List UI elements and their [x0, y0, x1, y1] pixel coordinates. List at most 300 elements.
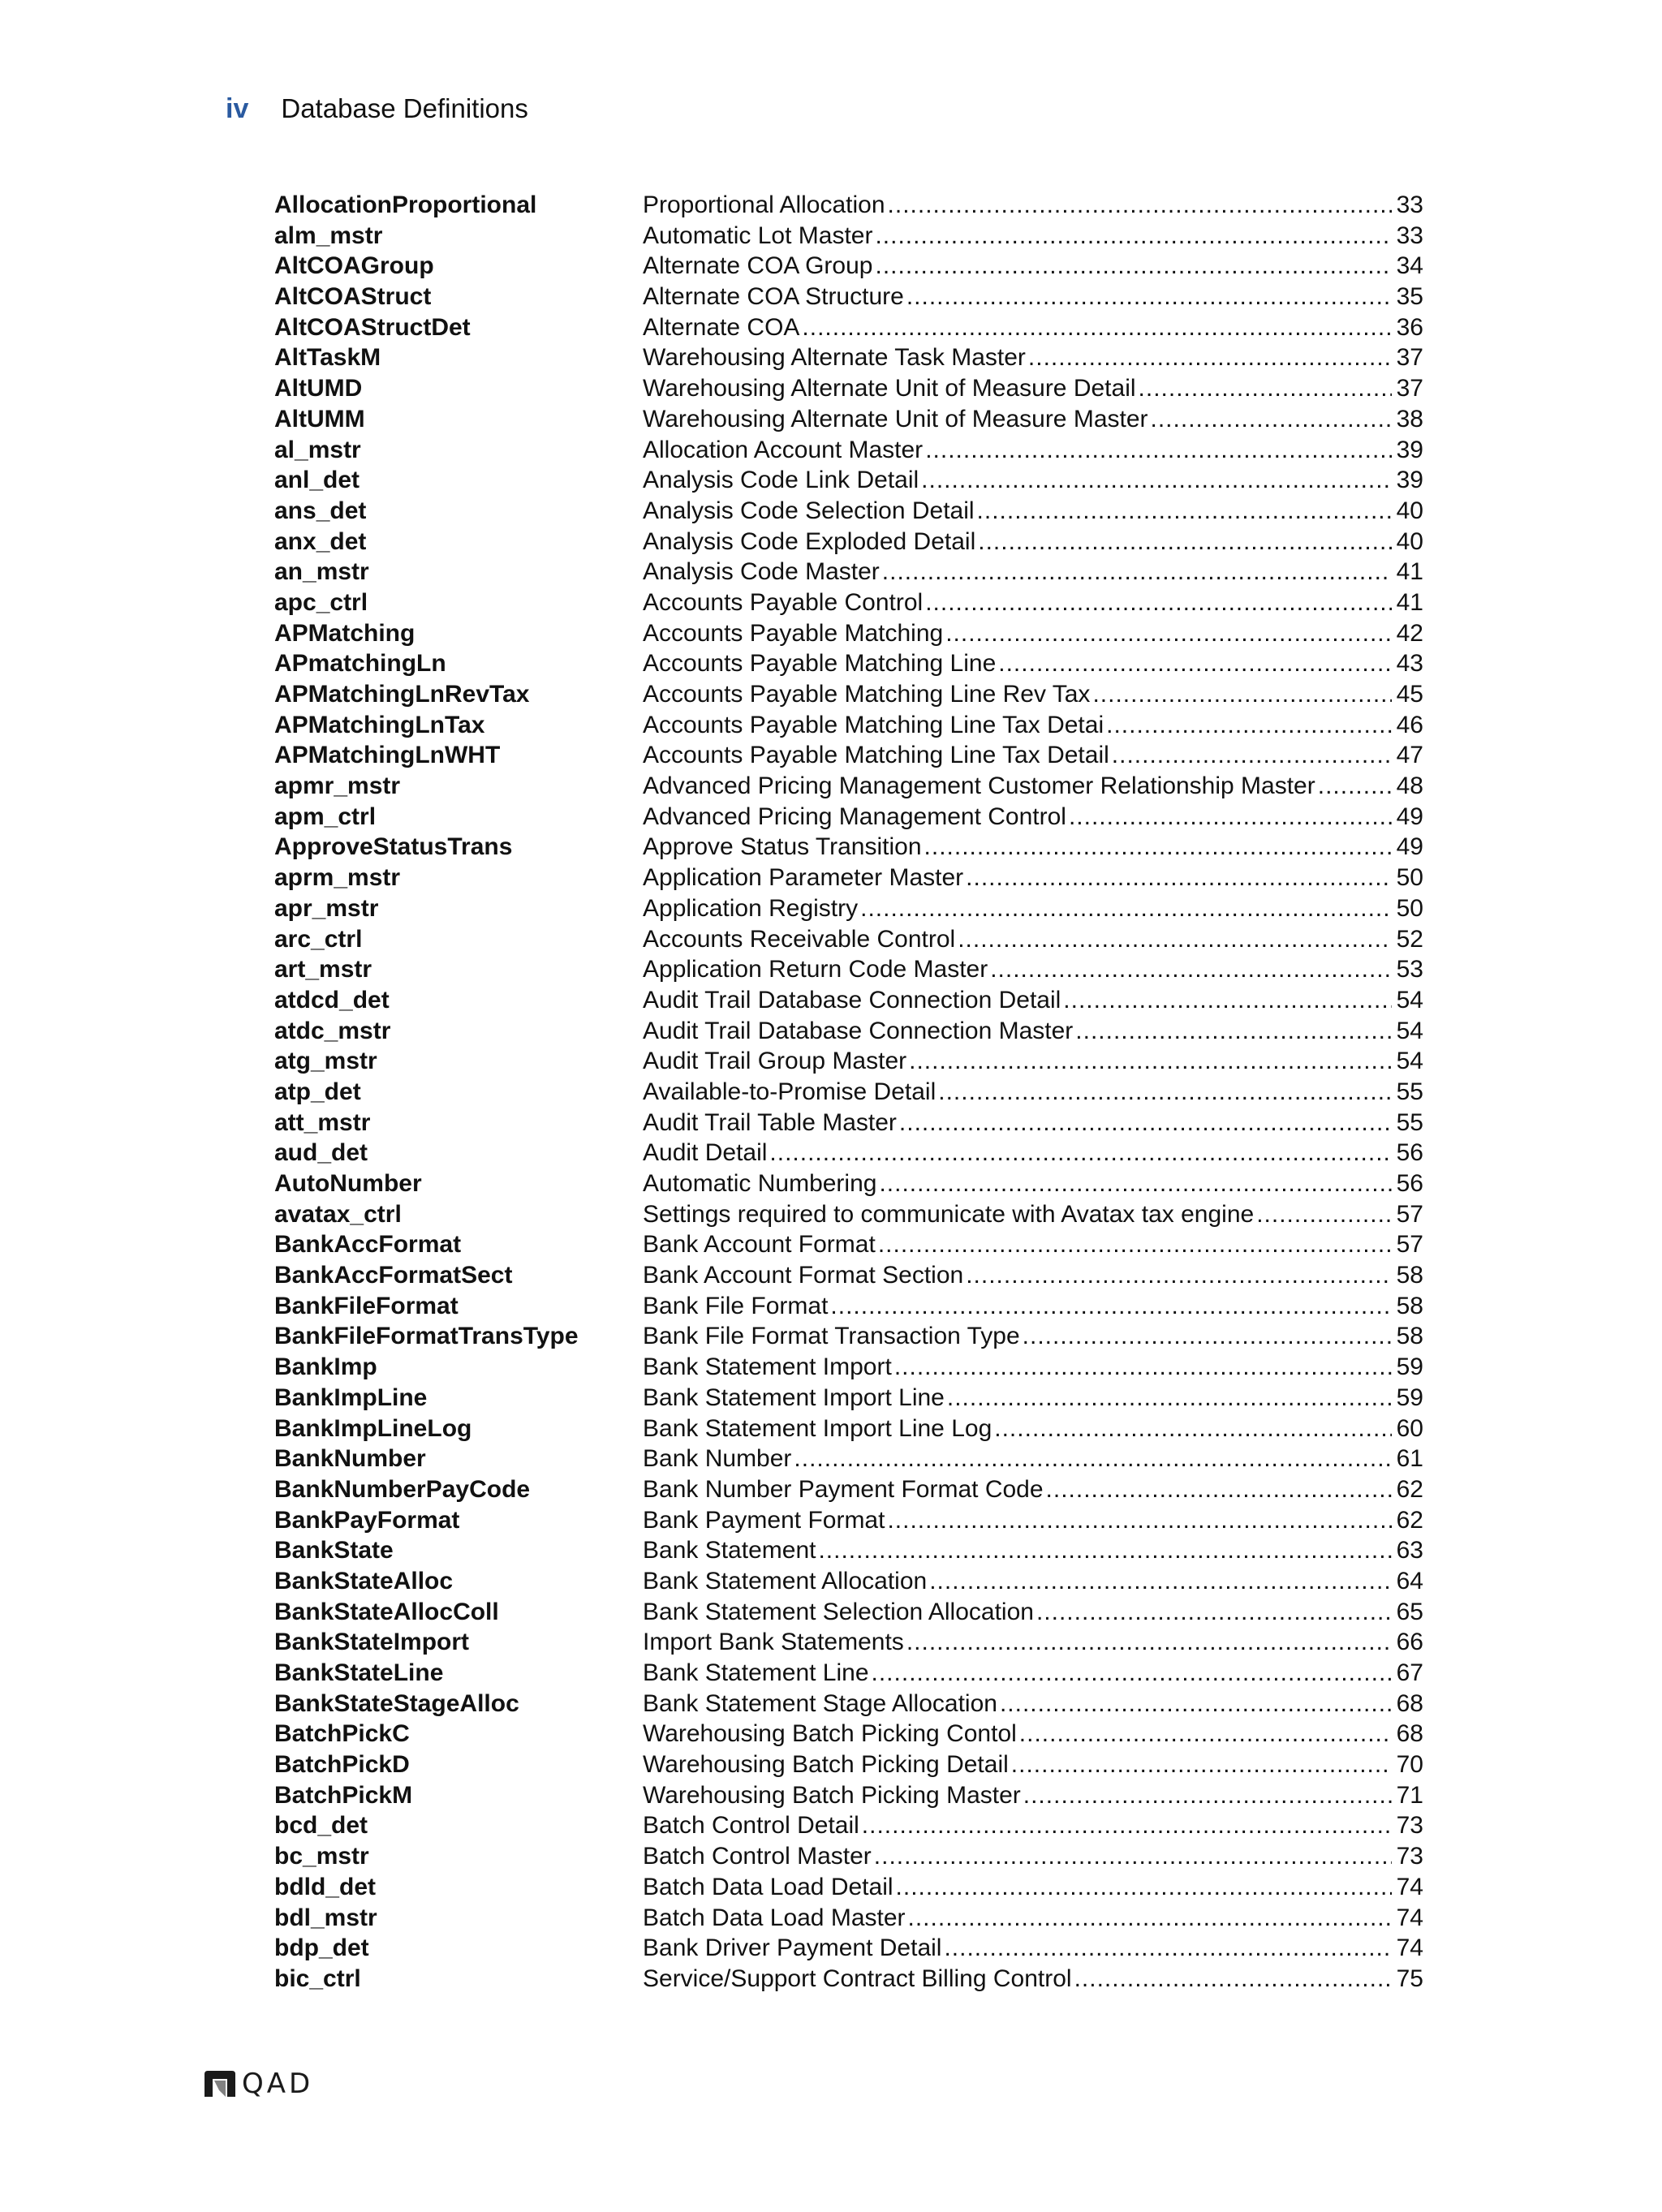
- toc-entry-description: Accounts Payable Matching Line Rev Tax: [643, 681, 1091, 708]
- toc-entry-page-number: 39: [1396, 467, 1423, 494]
- toc-entry-table-name: anx_det: [274, 527, 367, 555]
- toc-entry[interactable]: [274, 1016, 1423, 1047]
- toc-entry[interactable]: [274, 1077, 1423, 1108]
- toc-entry-description-line: [643, 679, 1423, 710]
- toc-entry-page-number: 60: [1396, 1414, 1423, 1442]
- toc-entry[interactable]: [274, 404, 1423, 435]
- toc-entry-description-line: [643, 1505, 1423, 1536]
- toc-entry[interactable]: [274, 1749, 1423, 1780]
- toc-dot-leader: [894, 1352, 1392, 1383]
- toc-entry[interactable]: [274, 1566, 1423, 1597]
- toc-entry-description-line: [643, 1933, 1423, 1964]
- toc-entry-description-line: [643, 893, 1423, 924]
- toc-entry-description-line: [643, 1566, 1423, 1597]
- toc-entry-table-name: BankStateImport: [274, 1629, 470, 1656]
- toc-entry-description: Accounts Payable Matching Line Tax Detai: [643, 711, 1104, 738]
- toc-dot-leader: [887, 1505, 1392, 1536]
- toc-entry-page-number: 59: [1396, 1384, 1423, 1411]
- toc-dot-leader: [818, 1535, 1392, 1566]
- toc-entry-table-name: BankStateLine: [274, 1659, 444, 1686]
- toc-entry[interactable]: [274, 1383, 1423, 1414]
- toc-entry-description: Advanced Pricing Management Customer Relationship Master: [643, 772, 1315, 800]
- toc-entry[interactable]: [274, 863, 1423, 893]
- toc-entry-description: Audit Trail Database Connection Master: [643, 1017, 1074, 1044]
- toc-entry[interactable]: [274, 1505, 1423, 1536]
- toc-entry-page-number: 68: [1396, 1689, 1423, 1717]
- toc-entry-table-name: anl_det: [274, 467, 360, 494]
- toc-entry-description: Warehousing Batch Picking Contol: [643, 1720, 1017, 1748]
- toc-entry-table-name: BatchPickM: [274, 1781, 413, 1809]
- toc-entry-table-name: arc_ctrl: [274, 925, 363, 953]
- toc-entry[interactable]: [274, 1414, 1423, 1444]
- toc-entry-table-name: AltUMD: [274, 375, 363, 402]
- toc-entry-table-name: BankState: [274, 1537, 394, 1564]
- toc-entry[interactable]: [274, 1872, 1423, 1903]
- toc-entry-description: Settings required to communicate with Avatax tax engine: [643, 1200, 1255, 1228]
- toc-entry-page-number: 68: [1396, 1720, 1423, 1748]
- toc-entry-table-name: atdc_mstr: [274, 1017, 391, 1044]
- toc-entry-table-name: att_mstr: [274, 1108, 371, 1136]
- toc-entry-page-number: 59: [1396, 1353, 1423, 1381]
- toc-entry-table-name: apmr_mstr: [274, 772, 401, 800]
- toc-entry-page-number: 58: [1396, 1323, 1423, 1350]
- toc-dot-leader: [929, 1566, 1392, 1597]
- toc-dot-leader: [874, 1841, 1392, 1872]
- toc-entry-description: Batch Data Load Detail: [643, 1873, 893, 1900]
- toc-entry[interactable]: [274, 496, 1423, 527]
- toc-entry-description-line: [643, 1199, 1423, 1230]
- toc-entry-table-name: AltTaskM: [274, 344, 381, 372]
- toc-dot-leader: [978, 527, 1392, 557]
- toc-entry-description: Audit Trail Table Master: [643, 1108, 897, 1136]
- toc-entry[interactable]: [274, 587, 1423, 618]
- toc-entry-description: Analysis Code Link Detail: [643, 467, 919, 494]
- toc-entry[interactable]: [274, 1352, 1423, 1383]
- toc-entry-page-number: 73: [1396, 1812, 1423, 1840]
- toc-dot-leader: [1000, 1689, 1392, 1719]
- toc-entry[interactable]: [274, 435, 1423, 466]
- toc-entry-table-name: an_mstr: [274, 558, 369, 586]
- toc-entry[interactable]: [274, 342, 1423, 373]
- toc-entry-description-line: [643, 435, 1423, 466]
- toc-entry[interactable]: [274, 954, 1423, 985]
- toc-dot-leader: [1106, 710, 1392, 741]
- toc-entry-description-line: [643, 312, 1423, 343]
- toc-dot-leader: [947, 1383, 1392, 1414]
- toc-dot-leader: [1063, 985, 1392, 1016]
- toc-entry-page-number: 37: [1396, 375, 1423, 402]
- toc-entry[interactable]: [274, 832, 1423, 863]
- toc-dot-leader: [888, 190, 1392, 221]
- toc-entry-page-number: 61: [1396, 1445, 1423, 1473]
- toc-entry-table-name: apm_ctrl: [274, 803, 377, 830]
- toc-entry[interactable]: [274, 802, 1423, 833]
- toc-entry[interactable]: [274, 312, 1423, 343]
- toc-entry-description: Analysis Code Exploded Detail: [643, 527, 976, 555]
- toc-entry-page-number: 57: [1396, 1200, 1423, 1228]
- toc-entry-page-number: 53: [1396, 956, 1423, 983]
- toc-entry-description: Accounts Payable Matching: [643, 619, 944, 647]
- toc-entry-description-line: [643, 587, 1423, 618]
- toc-entry-table-name: AltUMM: [274, 405, 365, 433]
- toc-entry-table-name: AltCOAGroup: [274, 252, 434, 280]
- toc-entry[interactable]: [274, 1658, 1423, 1689]
- toc-entry-description: Warehousing Batch Picking Detail: [643, 1751, 1009, 1779]
- toc-entry[interactable]: [274, 251, 1423, 282]
- toc-entry[interactable]: [274, 924, 1423, 955]
- toc-entry-table-name: ans_det: [274, 497, 367, 524]
- toc-entry-page-number: 45: [1396, 681, 1423, 708]
- toc-entry-table-name: bcd_det: [274, 1812, 368, 1840]
- toc-dot-leader: [878, 1229, 1392, 1260]
- toc-entry-description: Analysis Code Selection Detail: [643, 497, 975, 524]
- toc-entry-table-name: APMatchingLnRevTax: [274, 681, 530, 708]
- toc-dot-leader: [944, 1933, 1392, 1964]
- toc-entry-page-number: 33: [1396, 222, 1423, 249]
- toc-entry-page-number: 56: [1396, 1170, 1423, 1197]
- qad-logo-icon: [203, 2069, 237, 2098]
- toc-entry-description-line: [643, 1260, 1423, 1291]
- toc-entry-table-name: alm_mstr: [274, 222, 383, 249]
- toc-entry-description-line: [643, 1108, 1423, 1138]
- toc-dot-leader: [921, 465, 1392, 496]
- toc-entry-description-line: [643, 221, 1423, 252]
- qad-logo-text: QAD: [242, 2068, 314, 2100]
- toc-entry-description-line: [643, 1597, 1423, 1628]
- toc-entry[interactable]: [274, 1810, 1423, 1841]
- toc-entry[interactable]: [274, 190, 1423, 221]
- toc-dot-leader: [879, 1168, 1392, 1199]
- toc-entry-page-number: 52: [1396, 925, 1423, 953]
- toc-entry-description-line: [643, 1168, 1423, 1199]
- toc-entry[interactable]: [274, 527, 1423, 557]
- toc-entry-description: Approve Status Transition: [643, 833, 922, 861]
- toc-entry-page-number: 39: [1396, 436, 1423, 463]
- toc-entry-description-line: [643, 1749, 1423, 1780]
- toc-entry-description-line: [643, 924, 1423, 955]
- toc-entry-description: Bank Statement Import: [643, 1353, 892, 1381]
- toc-entry-table-name: art_mstr: [274, 956, 372, 983]
- toc-entry-description-line: [643, 496, 1423, 527]
- toc-entry-description: Bank File Format Transaction Type: [643, 1323, 1020, 1350]
- toc-entry[interactable]: [274, 1229, 1423, 1260]
- toc-entry-description-line: [643, 1321, 1423, 1352]
- toc-entry-page-number: 65: [1396, 1598, 1423, 1625]
- toc-entry-description: Batch Control Master: [643, 1843, 872, 1870]
- toc-entry-table-name: AltCOAStructDet: [274, 313, 471, 341]
- toc-entry[interactable]: [274, 1260, 1423, 1291]
- toc-entry-description: Alternate COA Group: [643, 252, 873, 280]
- toc-entry-description-line: [643, 1138, 1423, 1168]
- toc-entry-description: Bank Statement Allocation: [643, 1567, 928, 1594]
- toc-entry-description: Warehousing Alternate Unit of Measure Master: [643, 405, 1148, 433]
- toc-dot-leader: [908, 1903, 1392, 1934]
- toc-entry-description: Bank Payment Format: [643, 1506, 885, 1534]
- toc-entry-description-line: [643, 1719, 1423, 1749]
- toc-entry-description: Bank Statement Import Line: [643, 1384, 945, 1411]
- toc-entry[interactable]: [274, 1199, 1423, 1230]
- toc-entry-page-number: 43: [1396, 650, 1423, 678]
- toc-entry-description: Audit Trail Database Connection Detail: [643, 986, 1061, 1013]
- toc-entry-description-line: [643, 1291, 1423, 1322]
- toc-entry-description: Accounts Payable Matching Line: [643, 650, 997, 678]
- toc-entry[interactable]: [274, 618, 1423, 649]
- toc-dot-leader: [1023, 1780, 1392, 1811]
- toc-entry-table-name: aud_det: [274, 1139, 368, 1167]
- toc-entry[interactable]: [274, 1627, 1423, 1658]
- toc-entry-description-line: [643, 1903, 1423, 1934]
- toc-entry-description: Proportional Allocation: [643, 192, 885, 218]
- toc-entry-table-name: APmatchingLn: [274, 650, 446, 678]
- toc-entry[interactable]: [274, 1138, 1423, 1168]
- toc-entry-description: Application Registry: [643, 894, 859, 922]
- toc-entry-description: Bank Account Format Section: [643, 1262, 964, 1289]
- toc-entry-table-name: apr_mstr: [274, 894, 379, 922]
- toc-entry[interactable]: [274, 1933, 1423, 1964]
- toc-entry-description-line: [643, 404, 1423, 435]
- toc-entry-description: Bank Statement Import Line Log: [643, 1414, 992, 1442]
- toc-entry[interactable]: [274, 1719, 1423, 1749]
- toc-entry-page-number: 66: [1396, 1629, 1423, 1656]
- toc-entry-page-number: 49: [1396, 833, 1423, 861]
- toc-entry[interactable]: [274, 1597, 1423, 1628]
- toc-entry-page-number: 70: [1396, 1751, 1423, 1779]
- section-title: Database Definitions: [281, 93, 528, 123]
- toc-entry[interactable]: [274, 1444, 1423, 1474]
- toc-dot-leader: [925, 435, 1392, 466]
- toc-entry[interactable]: [274, 771, 1423, 802]
- toc-entry-page-number: 62: [1396, 1506, 1423, 1534]
- toc-dot-leader: [1011, 1749, 1392, 1780]
- toc-entry-page-number: 34: [1396, 252, 1423, 280]
- toc-entry-description-line: [643, 863, 1423, 893]
- toc-entry-table-name: BankFileFormatTransType: [274, 1323, 579, 1350]
- toc-entry-page-number: 54: [1396, 986, 1423, 1013]
- toc-dot-leader: [909, 1046, 1392, 1077]
- toc-dot-leader: [830, 1291, 1392, 1322]
- toc-entry[interactable]: [274, 1321, 1423, 1352]
- toc-dot-leader: [1036, 1597, 1392, 1628]
- toc-entry-description: Application Parameter Master: [643, 864, 964, 892]
- toc-dot-leader: [906, 1627, 1392, 1658]
- toc-entry-description: Import Bank Statements: [643, 1629, 904, 1656]
- toc-entry-description: Bank Number: [643, 1445, 792, 1473]
- toc-entry-description-line: [643, 802, 1423, 833]
- toc-entry-page-number: 33: [1396, 192, 1423, 218]
- toc-dot-leader: [862, 1810, 1392, 1841]
- toc-entry-table-name: al_mstr: [274, 436, 361, 463]
- toc-entry[interactable]: [274, 1841, 1423, 1872]
- toc-dot-leader: [925, 587, 1392, 618]
- toc-entry-description: Warehousing Alternate Task Master: [643, 344, 1026, 372]
- toc-entry-description: Warehousing Alternate Unit of Measure Detail: [643, 375, 1136, 402]
- toc-entry[interactable]: [274, 465, 1423, 496]
- toc-entry-page-number: 57: [1396, 1231, 1423, 1259]
- toc-entry-description-line: [643, 1964, 1423, 1995]
- toc-entry-table-name: bdld_det: [274, 1873, 376, 1900]
- toc-entry-description-line: [643, 527, 1423, 557]
- toc-dot-leader: [872, 1658, 1392, 1689]
- toc-entry-description: Accounts Payable Control: [643, 588, 924, 616]
- toc-dot-leader: [769, 1138, 1392, 1168]
- toc-entry-table-name: atdcd_det: [274, 986, 390, 1013]
- toc-entry-description-line: [643, 1229, 1423, 1260]
- toc-entry-description-line: [643, 190, 1423, 221]
- toc-entry-description-line: [643, 954, 1423, 985]
- toc-entry-table-name: APMatching: [274, 619, 416, 647]
- toc-entry-description-line: [643, 618, 1423, 649]
- toc-entry-description: Allocation Account Master: [643, 436, 924, 463]
- toc-entry-page-number: 74: [1396, 1873, 1423, 1900]
- toc-entry-description-line: [643, 342, 1423, 373]
- toc-entry-page-number: 48: [1396, 772, 1423, 800]
- toc-entry-table-name: BankAccFormatSect: [274, 1262, 513, 1289]
- toc-entry-table-name: BankStateAllocColl: [274, 1598, 499, 1625]
- toc-entry-page-number: 46: [1396, 711, 1423, 738]
- toc-dot-leader: [875, 221, 1392, 252]
- toc-entry-description: Bank Number Payment Format Code: [643, 1475, 1044, 1503]
- toc-entry-description-line: [643, 1872, 1423, 1903]
- toc-entry-table-name: BankNumber: [274, 1445, 426, 1473]
- toc-entry-description-line: [643, 373, 1423, 404]
- toc-entry-description: Bank Statement: [643, 1537, 816, 1564]
- toc-entry-description: Automatic Lot Master: [643, 222, 873, 249]
- toc-entry-table-name: aprm_mstr: [274, 864, 401, 892]
- toc-dot-leader: [882, 557, 1392, 587]
- toc-entry-description-line: [643, 282, 1423, 312]
- toc-entry-description: Bank Account Format: [643, 1231, 876, 1259]
- toc-dot-leader: [860, 893, 1392, 924]
- toc-entry-page-number: 62: [1396, 1475, 1423, 1503]
- toc-dot-leader: [1092, 679, 1392, 710]
- toc-entry-page-number: 54: [1396, 1048, 1423, 1075]
- toc-entry-description-line: [643, 1077, 1423, 1108]
- toc-entry-description: Audit Detail: [643, 1139, 768, 1167]
- toc-entry-page-number: 73: [1396, 1843, 1423, 1870]
- toc-entry-description-line: [643, 985, 1423, 1016]
- toc-entry-description: Alternate COA Structure: [643, 283, 904, 311]
- table-of-contents: [274, 190, 1423, 1995]
- toc-entry-description: Application Return Code Master: [643, 956, 988, 983]
- toc-entry-table-name: apc_ctrl: [274, 588, 368, 616]
- toc-entry[interactable]: [274, 893, 1423, 924]
- toc-entry[interactable]: [274, 679, 1423, 710]
- toc-entry[interactable]: [274, 1046, 1423, 1077]
- toc-entry-description-line: [643, 1658, 1423, 1689]
- toc-entry-description: Bank Statement Line: [643, 1659, 869, 1686]
- toc-entry-description: Alternate COA: [643, 313, 800, 341]
- toc-entry[interactable]: [274, 373, 1423, 404]
- toc-entry[interactable]: [274, 710, 1423, 741]
- toc-entry-description-line: [643, 648, 1423, 679]
- toc-entry-table-name: BankNumberPayCode: [274, 1475, 531, 1503]
- toc-entry-page-number: 49: [1396, 803, 1423, 830]
- toc-entry-description: Accounts Payable Matching Line Tax Detail: [643, 742, 1109, 769]
- toc-entry[interactable]: [274, 740, 1423, 771]
- page-header: [226, 91, 528, 127]
- toc-entry-description: Bank Statement Selection Allocation: [643, 1598, 1034, 1625]
- toc-entry-description: Bank File Format: [643, 1292, 829, 1319]
- toc-entry-description-line: [643, 1414, 1423, 1444]
- toc-dot-leader: [875, 251, 1392, 282]
- toc-entry-table-name: avatax_ctrl: [274, 1200, 402, 1228]
- toc-entry[interactable]: [274, 282, 1423, 312]
- toc-entry-table-name: AutoNumber: [274, 1170, 422, 1197]
- toc-entry-page-number: 74: [1396, 1934, 1423, 1962]
- toc-entry-table-name: BankPayFormat: [274, 1506, 460, 1534]
- toc-dot-leader: [794, 1444, 1392, 1474]
- toc-dot-leader: [899, 1108, 1392, 1138]
- toc-entry[interactable]: [274, 1535, 1423, 1566]
- toc-entry-description: Batch Data Load Master: [643, 1904, 906, 1931]
- toc-entry-table-name: bc_mstr: [274, 1843, 369, 1870]
- toc-entry[interactable]: [274, 1689, 1423, 1719]
- toc-entry-description: Warehousing Batch Picking Master: [643, 1781, 1021, 1809]
- toc-entry-table-name: BankAccFormat: [274, 1231, 462, 1259]
- toc-dot-leader: [896, 1872, 1392, 1903]
- toc-entry-page-number: 41: [1396, 588, 1423, 616]
- toc-entry-description-line: [643, 465, 1423, 496]
- toc-entry[interactable]: [274, 1291, 1423, 1322]
- toc-entry[interactable]: [274, 985, 1423, 1016]
- toc-entry-description-line: [643, 557, 1423, 587]
- toc-entry-description-line: [643, 710, 1423, 741]
- toc-entry-table-name: AllocationProportional: [274, 192, 537, 218]
- toc-entry-description-line: [643, 1627, 1423, 1658]
- toc-entry-description-line: [643, 771, 1423, 802]
- toc-entry-page-number: 50: [1396, 864, 1423, 892]
- toc-entry-description: Batch Control Detail: [643, 1812, 859, 1840]
- toc-entry-description-line: [643, 1352, 1423, 1383]
- toc-entry-table-name: BankStateStageAlloc: [274, 1689, 519, 1717]
- toc-entry[interactable]: [274, 1964, 1423, 1995]
- toc-entry[interactable]: [274, 557, 1423, 587]
- toc-dot-leader: [966, 863, 1392, 893]
- toc-entry-table-name: BankFileFormat: [274, 1292, 459, 1319]
- toc-entry-table-name: AltCOAStruct: [274, 283, 432, 311]
- toc-entry-description: Available-to-Promise Detail: [643, 1078, 936, 1105]
- toc-entry-description-line: [643, 740, 1423, 771]
- toc-entry-description: Advanced Pricing Management Control: [643, 803, 1066, 830]
- toc-entry-page-number: 38: [1396, 405, 1423, 433]
- toc-entry-page-number: 41: [1396, 558, 1423, 586]
- toc-entry[interactable]: [274, 221, 1423, 252]
- toc-dot-leader: [990, 954, 1392, 985]
- toc-entry-page-number: 40: [1396, 497, 1423, 524]
- toc-entry-table-name: atg_mstr: [274, 1048, 377, 1075]
- toc-entry-page-number: 47: [1396, 742, 1423, 769]
- toc-entry[interactable]: [274, 1168, 1423, 1199]
- toc-entry[interactable]: [274, 1474, 1423, 1505]
- toc-entry[interactable]: [274, 648, 1423, 679]
- toc-entry-page-number: 58: [1396, 1292, 1423, 1319]
- toc-entry-table-name: APMatchingLnTax: [274, 711, 485, 738]
- toc-entry-description: Automatic Numbering: [643, 1170, 877, 1197]
- toc-dot-leader: [1151, 404, 1392, 435]
- toc-entry[interactable]: [274, 1903, 1423, 1934]
- toc-entry[interactable]: [274, 1780, 1423, 1811]
- toc-entry-page-number: 64: [1396, 1567, 1423, 1594]
- toc-entry-page-number: 63: [1396, 1537, 1423, 1564]
- toc-entry-page-number: 55: [1396, 1108, 1423, 1136]
- toc-dot-leader: [958, 924, 1392, 955]
- toc-entry-page-number: 54: [1396, 1017, 1423, 1044]
- toc-entry-table-name: ApproveStatusTrans: [274, 833, 513, 861]
- toc-entry-description-line: [643, 1810, 1423, 1841]
- toc-entry[interactable]: [274, 1108, 1423, 1138]
- toc-entry-description-line: [643, 1016, 1423, 1047]
- qad-logo: [203, 2068, 313, 2100]
